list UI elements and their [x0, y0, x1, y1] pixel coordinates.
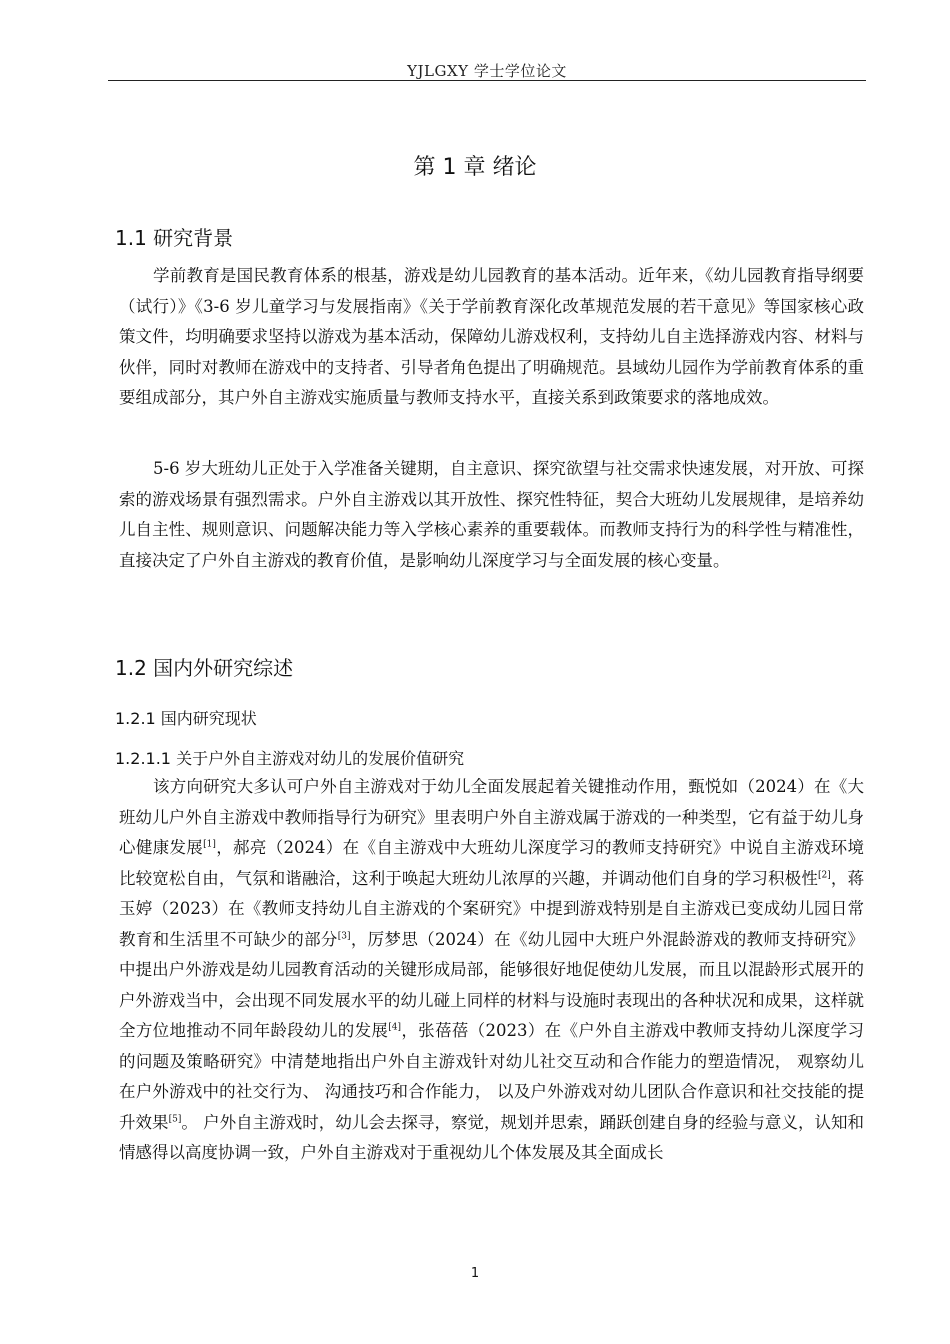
citation-ref-2: [2]	[817, 870, 831, 880]
citation-ref-4: [4]	[388, 1022, 401, 1033]
paragraph-text: 该方向研究大多认可户外自主游戏对于幼儿全面发展起着关键推动作用，甄悦如（2024）在《大班幼儿户外自主游戏中教师指导行为研究》里表明户外自主游戏属于游戏的一种类型，它有益于幼儿身心健康发展	[119, 777, 864, 857]
paragraph-text: ，张蓓蓓（2023）在《户外自主游戏中教师支持幼儿深度学习的问题及策略研究》中清楚地指出户外自主游戏针对幼儿社交互动和合作能力的塑造情况， 观察幼儿在户外游戏中的社交行为、 沟通技巧和合作能力， 以及户外游戏对幼儿团队合作意识和社交技能的提升效果	[119, 1021, 865, 1132]
paragraph-research-background-2: 5-6 岁大班幼儿正处于入学准备关键期，自主意识、探究欲望与社交需求快速发展，对开放、可探索的游戏场景有强烈需求。户外自主游戏以其开放性、探究性特征，契合大班幼儿发展规律，是培养幼儿自主性、规则意识、问题解决能力等入学核心素养的重要载体。而教师支持行为的科学性与精准性，直接决定了户外自主游戏的教育价值，是影响幼儿深度学习与全面发展的核心变量。	[119, 459, 864, 570]
citation-ref-3: [3]	[337, 931, 351, 941]
running-header: YJLGXY 学士学位论文	[407, 62, 567, 80]
paragraph-research-background-1: 学前教育是国民教育体系的根基，游戏是幼儿园教育的基本活动。近年来，《幼儿园教育指导纲要（试行）》《3-6 岁儿童学习与发展指南》《关于学前教育深化改革规范发展的若干意见》等国家核心政策文件，均明确要求坚持以游戏为基本活动，保障幼儿游戏权利，支持幼儿自主选择游戏内容、材料与伙伴，同时对教师在游戏中的支持者、引导者角色提出了明确规范。县域幼儿园作为学前教育体系的重要组成部分，其户外自主游戏实施质量与教师支持水平，直接关系到政策要求的落地成效。	[119, 266, 864, 407]
header-divider	[108, 80, 866, 81]
paragraph-text: ，蒋玉婷（2023）在《教师支持幼儿自主游戏的个案研究》中提到游戏特别是自主游戏已变成幼儿园日常教育和生活里不可缺少的部分	[119, 868, 865, 949]
subsubsection-heading-1-2-1-1: 1.2.1.1 关于户外自主游戏对幼儿的发展价值研究	[115, 749, 465, 768]
section-heading-1-1: 1.1 研究背景	[115, 226, 234, 250]
subsection-heading-1-2-1: 1.2.1 国内研究现状	[115, 709, 257, 728]
citation-ref-5: [5]	[168, 1114, 182, 1124]
page-number: 1	[470, 1266, 480, 1281]
paragraph-text: 。 户外自主游戏时，幼儿会去探寻，察觉，规划并思索，踊跃创建自身的经验与意义，认知和情感得以高度协调一致，户外自主游戏对于重视幼儿个体发展及其全面成长	[119, 1112, 865, 1162]
paragraph-domestic-research	[119, 772, 864, 1169]
citation-ref-1: [1]	[203, 839, 216, 850]
section-heading-1-2: 1.2 国内外研究综述	[115, 656, 294, 680]
chapter-title: 第 1 章 绪论	[413, 155, 537, 180]
paragraph-text: ，厉梦思（2024）在《幼儿园中大班户外混龄游戏的教师支持研究》中提出户外游戏是幼儿园教育活动的关键形成局部，能够很好地促使幼儿发展，而且以混龄形式展开的户外游戏当中，会出现不同发展水平的幼儿碰上同样的材料与设施时表现出的各种状况和成果，这样就全方位地推动不同年龄段幼儿的发展	[119, 929, 865, 1040]
paragraph-text: ，郝亮（2024）在《自主游戏中大班幼儿深度学习的教师支持研究》中说自主游戏环境比较宽松自由，气氛和谐融洽，这利于唤起大班幼儿浓厚的兴趣，并调动他们自身的学习积极性	[119, 838, 864, 888]
